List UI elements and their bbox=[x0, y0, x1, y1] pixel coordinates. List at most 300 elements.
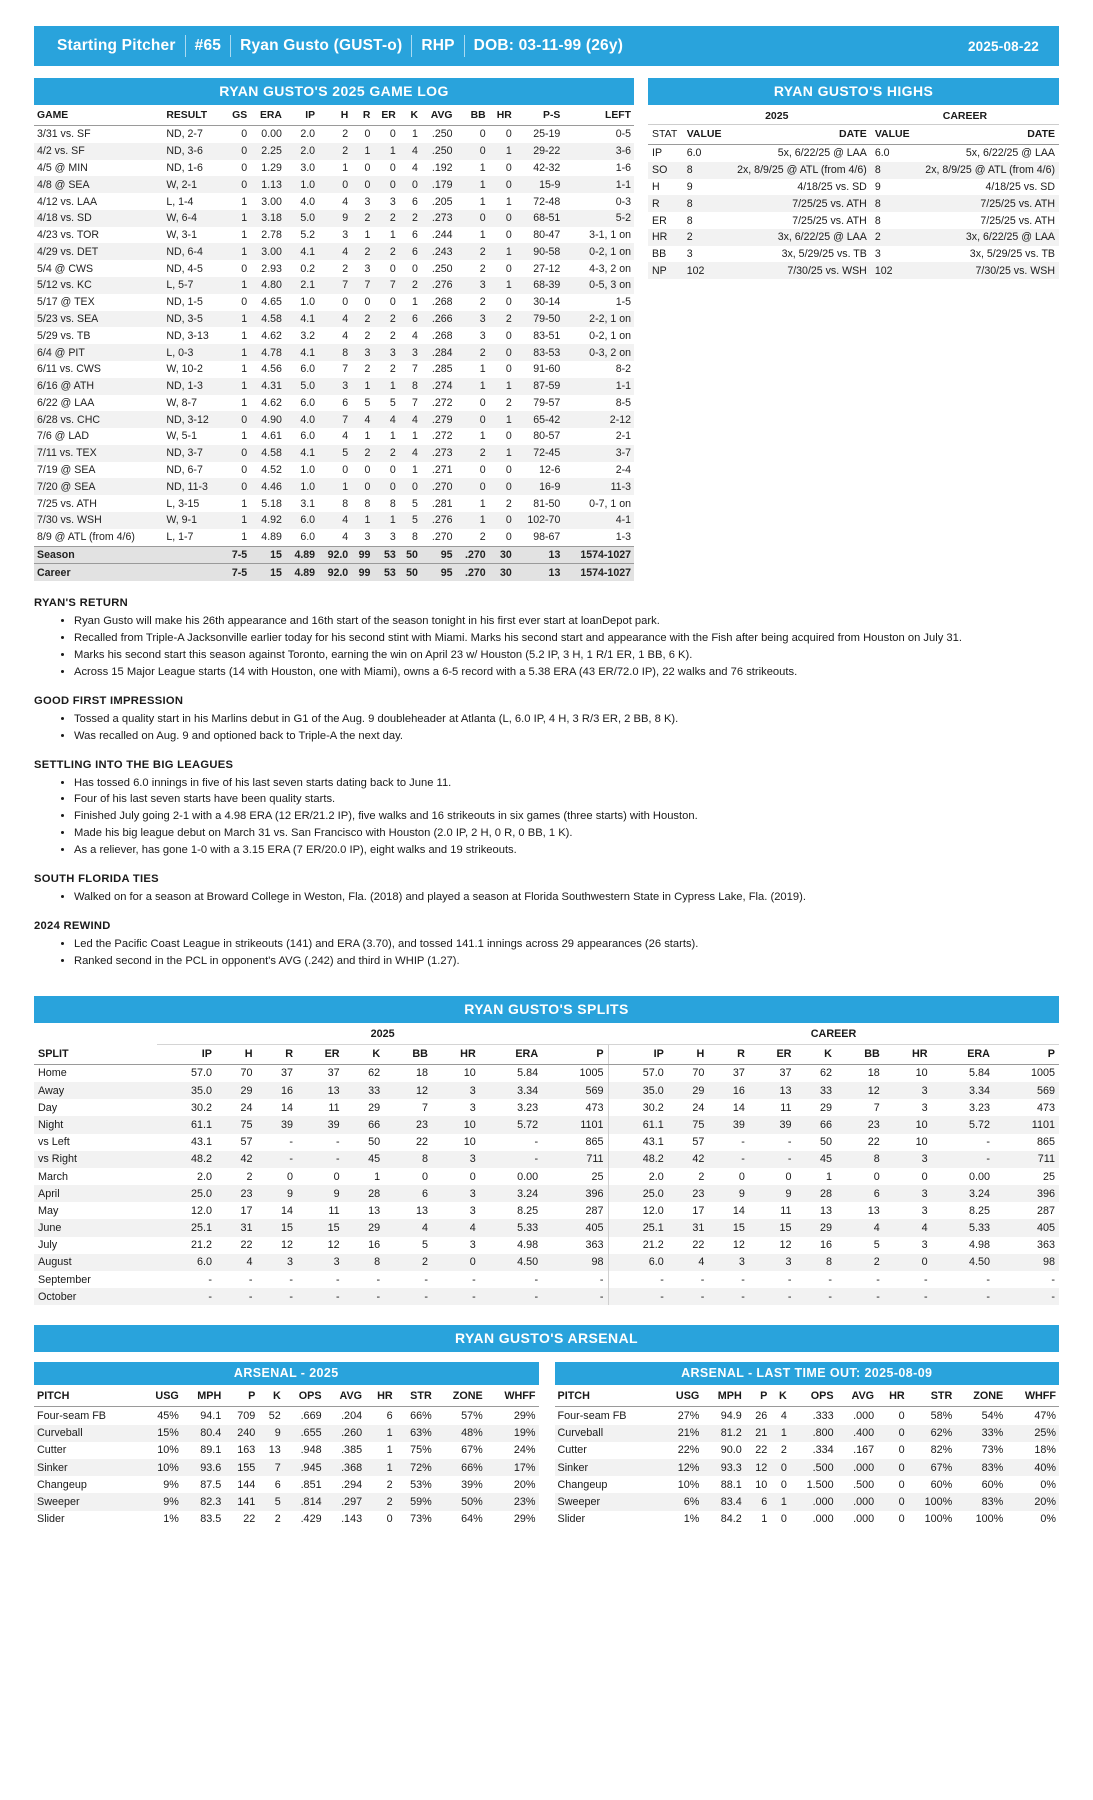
highs-cell: 5x, 6/22/25 @ LAA bbox=[777, 147, 867, 160]
arsenal-cell: 24% bbox=[513, 1444, 536, 1457]
arsenal-cell: 2 bbox=[780, 1444, 787, 1457]
game-log-cell: 0 bbox=[505, 531, 512, 544]
splits-cell: - bbox=[534, 1153, 539, 1166]
splits-cell: 61.1 bbox=[190, 1118, 212, 1131]
game-log-cell: 6 bbox=[412, 245, 418, 258]
game-log-cell: .244 bbox=[431, 229, 453, 242]
game-log-total-cell: 30 bbox=[489, 546, 515, 564]
highs-cell: 3x, 6/22/25 @ LAA bbox=[965, 231, 1055, 244]
game-log-cell: 0 bbox=[241, 480, 248, 493]
splits-cell: 14 bbox=[732, 1101, 745, 1114]
splits-cell: 16 bbox=[368, 1239, 381, 1252]
highs-cell: 8 bbox=[686, 164, 693, 177]
arsenal-col-str: STR bbox=[908, 1387, 956, 1407]
note-heading: 2024 REWIND bbox=[34, 919, 111, 932]
arsenal-cell: 100% bbox=[924, 1495, 953, 1508]
game-log-cell: 1 bbox=[505, 195, 512, 208]
game-log-cell: 1 bbox=[505, 145, 512, 158]
game-log-cell: 0-3 bbox=[615, 195, 631, 208]
highs-cell: 2x, 8/9/25 @ ATL (from 4/6) bbox=[925, 163, 1055, 176]
splits-cell: 21.2 bbox=[608, 1237, 668, 1254]
game-log-cell: 6/11 vs. CWS bbox=[37, 363, 101, 376]
game-log-total-row bbox=[34, 546, 634, 564]
splits-col-p-2025: P bbox=[542, 1044, 608, 1064]
game-log-cell: W, 6-4 bbox=[166, 212, 197, 225]
arsenal-cell: 2 bbox=[274, 1513, 281, 1526]
game-log-total-cell: 50 bbox=[399, 564, 421, 581]
highs-cell: 102 bbox=[686, 264, 705, 277]
game-log-cell: 1 bbox=[364, 514, 371, 527]
arsenal-cell: Slider bbox=[37, 1513, 65, 1526]
game-log-cell: 8 bbox=[412, 531, 418, 544]
game-log-total-cell: 15 bbox=[250, 546, 285, 564]
game-log-cell: 0 bbox=[412, 480, 418, 493]
splits-cell: - bbox=[472, 1273, 476, 1286]
game-log-cell: ND, 4-5 bbox=[166, 262, 203, 275]
splits-cell: - bbox=[534, 1290, 539, 1303]
game-log-cell: 0 bbox=[505, 329, 512, 342]
splits-cell: 8.25 bbox=[968, 1204, 990, 1217]
game-log-cell: 1 bbox=[241, 346, 248, 359]
splits-cell: 3.23 bbox=[968, 1101, 990, 1114]
game-log-cell: L, 5-7 bbox=[166, 279, 194, 292]
splits-cell: - bbox=[208, 1273, 212, 1286]
game-log-cell: 72-48 bbox=[533, 195, 561, 208]
game-log-section bbox=[34, 78, 634, 581]
game-log-cell: 1.0 bbox=[300, 464, 316, 477]
splits-cell: 363 bbox=[1036, 1239, 1055, 1252]
splits-col-era-career: ERA bbox=[932, 1044, 994, 1064]
splits-cell: 3.34 bbox=[968, 1084, 990, 1097]
game-log-cell: 0 bbox=[241, 296, 248, 309]
game-log-cell: 8 bbox=[342, 497, 349, 510]
arsenal-cell: .385 bbox=[341, 1444, 363, 1457]
arsenal-cell: 52 bbox=[268, 1410, 281, 1422]
game-log-total-cell: .270 bbox=[456, 546, 489, 564]
list-item: • Walked on for a season at Broward College in Weston, Fla. (2018) and played a season at Florida Southwestern State in Cypress Lake, Fla. (2019). bbox=[74, 890, 1059, 906]
splits-header-row bbox=[34, 1044, 1059, 1064]
table-row bbox=[34, 1407, 539, 1425]
game-log-cell: 3-1, 1 on bbox=[589, 229, 631, 242]
highs-cell: 8 bbox=[874, 164, 881, 177]
splits-cell: 57.0 bbox=[608, 1064, 668, 1082]
game-log-cell: 5 bbox=[389, 396, 396, 409]
game-log-cell: 2 bbox=[505, 497, 512, 510]
arsenal-col-avg: AVG bbox=[325, 1387, 366, 1407]
splits-cell: 13 bbox=[819, 1204, 832, 1217]
game-log-cell: 1 bbox=[389, 514, 396, 527]
arsenal-cell: 240 bbox=[237, 1427, 256, 1440]
arsenal-title: RYAN GUSTO'S ARSENAL bbox=[34, 1325, 1059, 1352]
splits-section bbox=[34, 996, 1059, 1306]
splits-cell: 0 bbox=[333, 1170, 340, 1183]
splits-cell: 473 bbox=[585, 1101, 604, 1114]
game-log-cell: 11-3 bbox=[610, 480, 631, 493]
game-log-cell: 6 bbox=[342, 396, 349, 409]
arsenal-cell: Sweeper bbox=[557, 1495, 601, 1508]
game-log-cell: 2 bbox=[505, 396, 512, 409]
game-log-cell: 3.00 bbox=[261, 245, 282, 258]
table-row bbox=[34, 1459, 539, 1476]
arsenal-cell: 1 bbox=[386, 1427, 393, 1440]
game-log-cell: 8 bbox=[412, 380, 418, 393]
splits-cell: 4.50 bbox=[968, 1256, 990, 1269]
top-section bbox=[34, 78, 1059, 581]
splits-cell: 2 bbox=[246, 1170, 253, 1183]
arsenal-cell: .167 bbox=[853, 1444, 875, 1457]
game-log-cell: 98-67 bbox=[533, 531, 561, 544]
game-log-total-cell: 53 bbox=[373, 546, 398, 564]
splits-cell: 29 bbox=[368, 1222, 381, 1235]
game-log-cell: 2-2, 1 on bbox=[589, 312, 631, 325]
table-row bbox=[34, 277, 634, 294]
game-log-total-cell: 1574-1027 bbox=[563, 564, 634, 581]
splits-cell: 25.1 bbox=[608, 1219, 668, 1236]
splits-cell: 0.00 bbox=[517, 1170, 539, 1183]
arsenal-cell: 66% bbox=[410, 1410, 432, 1422]
arsenal-cell: 15% bbox=[157, 1427, 179, 1440]
game-log-cell: 90-58 bbox=[533, 245, 561, 258]
game-log-cell: 0-3, 2 on bbox=[589, 346, 631, 359]
game-log-cell: 1 bbox=[389, 229, 396, 242]
arsenal-col-avg: AVG bbox=[837, 1387, 878, 1407]
splits-cell: - bbox=[741, 1273, 745, 1286]
game-log-total-cell: 7-5 bbox=[224, 546, 251, 564]
game-log-cell: 0 bbox=[505, 229, 512, 242]
splits-cell: 405 bbox=[585, 1222, 604, 1235]
game-log-cell: 4 bbox=[342, 531, 349, 544]
arsenal-cell: .000 bbox=[812, 1513, 834, 1526]
splits-cell: 4 bbox=[921, 1222, 928, 1235]
splits-label: Home bbox=[38, 1067, 67, 1080]
game-log-cell: 1 bbox=[364, 380, 371, 393]
arsenal-col-k: K bbox=[258, 1387, 284, 1407]
game-log-cell: 4.1 bbox=[300, 447, 316, 460]
game-log-cell: 5 bbox=[364, 396, 371, 409]
splits-cell: 50 bbox=[819, 1136, 832, 1149]
game-log-cell: 5.0 bbox=[300, 380, 316, 393]
splits-cell: 2.0 bbox=[608, 1168, 668, 1185]
arsenal-cell: 25% bbox=[1034, 1427, 1056, 1440]
arsenal-cell: .143 bbox=[341, 1513, 363, 1526]
splits-cell: - bbox=[336, 1136, 340, 1149]
game-log-cell: L, 0-3 bbox=[166, 346, 194, 359]
splits-cell: 9 bbox=[287, 1187, 294, 1200]
splits-cell: 287 bbox=[585, 1204, 604, 1217]
game-log-cell: 1 bbox=[412, 296, 418, 309]
game-log-total-cell: 92.0 bbox=[318, 546, 351, 564]
table-row bbox=[34, 1185, 1059, 1202]
game-log-cell: 2.78 bbox=[261, 229, 282, 242]
splits-cell: - bbox=[1051, 1290, 1055, 1303]
game-log-cell: ND, 11-3 bbox=[166, 480, 208, 493]
game-log-cell: 1 bbox=[342, 161, 349, 174]
game-log-header-row bbox=[34, 107, 634, 126]
game-log-cell: 79-50 bbox=[533, 312, 561, 325]
game-log-cell: 0 bbox=[505, 161, 512, 174]
col-game: GAME bbox=[34, 107, 163, 126]
game-log-cell: 80-57 bbox=[533, 430, 561, 443]
game-log-cell: 3.1 bbox=[300, 497, 316, 510]
arsenal-cell: 10% bbox=[157, 1461, 179, 1474]
splits-cell: 0 bbox=[738, 1170, 745, 1183]
arsenal-cell: 45% bbox=[157, 1410, 179, 1422]
splits-cell: - bbox=[700, 1273, 705, 1286]
game-log-cell: .271 bbox=[431, 464, 453, 477]
arsenal-cell: 62% bbox=[930, 1427, 953, 1440]
splits-cell: 3 bbox=[921, 1239, 928, 1252]
splits-cell: 29 bbox=[240, 1084, 253, 1097]
splits-cell: - bbox=[424, 1290, 428, 1303]
highs-cell: 3x, 6/22/25 @ LAA bbox=[777, 231, 867, 244]
game-log-cell: 1-6 bbox=[615, 161, 631, 174]
arsenal-cell: 0 bbox=[898, 1513, 905, 1526]
splits-cell: 23 bbox=[692, 1187, 705, 1200]
game-log-total-cell: Season bbox=[34, 546, 163, 564]
arsenal-cell: 93.3 bbox=[720, 1461, 742, 1474]
game-log-cell: 1 bbox=[342, 480, 349, 493]
game-log-cell: 1 bbox=[241, 380, 248, 393]
game-log-cell: 4.52 bbox=[261, 464, 282, 477]
table-row bbox=[555, 1459, 1060, 1476]
game-log-cell: 0 bbox=[389, 161, 396, 174]
splits-cell: 75 bbox=[692, 1118, 705, 1131]
game-log-cell: 4.1 bbox=[300, 245, 316, 258]
splits-cell: 12 bbox=[415, 1084, 428, 1097]
highs-section bbox=[648, 78, 1059, 581]
game-log-cell: 1 bbox=[412, 128, 418, 141]
game-log-cell: .273 bbox=[431, 212, 453, 225]
arsenal-cell: 6 bbox=[274, 1478, 281, 1491]
highs-col-date-2025: DATE bbox=[727, 125, 871, 145]
game-log-title: RYAN GUSTO'S 2025 GAME LOG bbox=[34, 78, 634, 105]
game-log-cell: ND, 3-12 bbox=[166, 413, 209, 426]
arsenal-cell: 141 bbox=[237, 1495, 256, 1508]
highs-cell: NP bbox=[652, 264, 667, 277]
list-item: • As a reliever, has gone 1-0 with a 3.15 ERA (7 ER/20.0 IP), eight walks and 19 strikeouts. bbox=[74, 843, 1059, 859]
splits-cell: 29 bbox=[819, 1101, 832, 1114]
game-log-cell: 4 bbox=[412, 329, 418, 342]
splits-cell: 8 bbox=[825, 1256, 832, 1269]
list-item: • Has tossed 6.0 innings in five of his last seven starts dating back to June 11. bbox=[74, 776, 1059, 792]
game-log-cell: 4.1 bbox=[300, 312, 316, 325]
splits-cell: - bbox=[986, 1136, 990, 1149]
splits-cell: 3 bbox=[921, 1187, 928, 1200]
splits-cell: - bbox=[924, 1290, 928, 1303]
arsenal-cell: 163 bbox=[237, 1444, 256, 1457]
arsenal-col-mph: MPH bbox=[702, 1387, 744, 1407]
splits-label: April bbox=[38, 1187, 60, 1200]
splits-cell: - bbox=[289, 1290, 294, 1303]
splits-cell: 37 bbox=[779, 1067, 792, 1080]
arsenal-2025 bbox=[34, 1362, 539, 1527]
game-log-cell: ND, 1-6 bbox=[166, 161, 203, 174]
arsenal-cell: 29% bbox=[513, 1513, 536, 1526]
list-item: • Ryan Gusto will make his 26th appearance and 16th start of the season tonight in his first ever start at loanDepot park. bbox=[74, 614, 1059, 630]
splits-cell: 569 bbox=[585, 1084, 604, 1097]
splits-col-split: SPLIT bbox=[34, 1044, 157, 1064]
splits-cell: 10 bbox=[463, 1136, 476, 1149]
game-log-cell: 1 bbox=[479, 195, 486, 208]
splits-cell: 39 bbox=[281, 1118, 294, 1131]
game-log-cell: 79-57 bbox=[533, 396, 561, 409]
game-log-cell: .270 bbox=[431, 480, 453, 493]
splits-cell: 28 bbox=[368, 1187, 381, 1200]
game-log-cell: 7 bbox=[389, 279, 396, 292]
arsenal-2025-body bbox=[34, 1407, 539, 1528]
game-log-cell: 1-1 bbox=[615, 178, 631, 191]
arsenal-cell: 2 bbox=[386, 1495, 393, 1508]
game-log-cell: 0 bbox=[479, 413, 486, 426]
note-heading: SETTLING INTO THE BIG LEAGUES bbox=[34, 758, 234, 771]
arsenal-cell: 100% bbox=[975, 1513, 1004, 1526]
note-heading: RYAN'S RETURN bbox=[34, 597, 128, 610]
note-heading: SOUTH FLORIDA TIES bbox=[34, 873, 159, 886]
note-list bbox=[60, 776, 1059, 860]
table-row bbox=[34, 378, 634, 395]
splits-cell: 7 bbox=[873, 1101, 880, 1114]
col-k: K bbox=[399, 107, 421, 126]
highs-group-blank bbox=[648, 107, 683, 125]
splits-group-2025: 2025 bbox=[157, 1025, 608, 1045]
highs-cell: 5x, 6/22/25 @ LAA bbox=[965, 147, 1055, 160]
highs-cell: 8 bbox=[686, 214, 693, 227]
arsenal-cell: 9 bbox=[274, 1427, 281, 1440]
arsenal-cell: .851 bbox=[300, 1478, 322, 1491]
game-log-cell: 2 bbox=[364, 245, 371, 258]
arsenal-cell: 90.0 bbox=[720, 1444, 742, 1457]
arsenal-cell: 1% bbox=[163, 1513, 179, 1526]
splits-cell: 4 bbox=[873, 1222, 880, 1235]
splits-cell: 45 bbox=[819, 1153, 832, 1166]
table-row bbox=[648, 195, 1059, 212]
arsenal-cell: 5 bbox=[274, 1495, 281, 1508]
splits-label: vs Left bbox=[38, 1136, 70, 1149]
highs-cell: H bbox=[652, 180, 660, 193]
arsenal-cell: .000 bbox=[853, 1513, 875, 1526]
splits-cell: 711 bbox=[1037, 1153, 1055, 1166]
splits-cell: 45 bbox=[368, 1153, 381, 1166]
table-row bbox=[34, 1493, 539, 1510]
game-log-cell: 1 bbox=[479, 161, 486, 174]
arsenal-cell: 75% bbox=[410, 1444, 432, 1457]
player-name: Ryan Gusto (GUST-o) bbox=[240, 37, 403, 54]
game-log-cell: 5.18 bbox=[261, 497, 282, 510]
game-log-cell: 1 bbox=[241, 531, 248, 544]
splits-cell: 33 bbox=[819, 1084, 832, 1097]
splits-cell: 9 bbox=[738, 1187, 745, 1200]
splits-cell: 14 bbox=[732, 1204, 745, 1217]
splits-table bbox=[34, 1025, 1059, 1306]
game-log-cell: 0 bbox=[505, 262, 512, 275]
highs-cell: 8 bbox=[874, 214, 881, 227]
game-log-cell: W, 2-1 bbox=[166, 178, 197, 191]
col-er: ER bbox=[373, 107, 398, 126]
splits-cell: 8 bbox=[374, 1256, 381, 1269]
highs-cell: 9 bbox=[686, 180, 693, 193]
game-log-cell: 2 bbox=[479, 245, 486, 258]
splits-cell: 3 bbox=[287, 1256, 294, 1269]
splits-cell: 5.33 bbox=[968, 1222, 990, 1235]
game-log-cell: 0 bbox=[505, 480, 512, 493]
game-log-cell: 4/18 vs. SD bbox=[37, 212, 92, 225]
game-log-cell: 4.61 bbox=[261, 430, 282, 443]
splits-cell: 62 bbox=[368, 1067, 381, 1080]
splits-cell: 98 bbox=[1042, 1256, 1055, 1269]
arsenal-cell: 67% bbox=[930, 1461, 953, 1474]
arsenal-cell: 47% bbox=[1034, 1410, 1056, 1422]
arsenal-cell: .368 bbox=[341, 1461, 363, 1474]
arsenal-cell: 0 bbox=[780, 1478, 787, 1491]
game-log-cell: 1 bbox=[479, 514, 486, 527]
game-log-cell: 4.80 bbox=[261, 279, 282, 292]
splits-cell: 8 bbox=[421, 1153, 428, 1166]
splits-cell: 6.0 bbox=[196, 1256, 212, 1269]
game-log-cell: 4.90 bbox=[261, 413, 282, 426]
arsenal-cell: .500 bbox=[812, 1461, 834, 1474]
arsenal-col-whff: WHFF bbox=[1006, 1387, 1059, 1407]
game-log-cell: 0 bbox=[479, 128, 486, 141]
arsenal-cell: Curveball bbox=[557, 1427, 604, 1440]
splits-cell: - bbox=[986, 1153, 990, 1166]
arsenal-cell: 83.5 bbox=[200, 1513, 222, 1526]
game-log-cell: .266 bbox=[431, 312, 453, 325]
splits-cell: 2 bbox=[873, 1256, 880, 1269]
table-row bbox=[34, 1219, 1059, 1236]
splits-label: vs Right bbox=[38, 1153, 78, 1166]
splits-cell: 3.34 bbox=[517, 1084, 539, 1097]
arsenal-2025-table bbox=[34, 1387, 539, 1527]
arsenal-cell: 63% bbox=[410, 1427, 432, 1440]
game-log-cell: 1 bbox=[479, 229, 486, 242]
game-log-cell: 3 bbox=[364, 195, 371, 208]
splits-cell: - bbox=[741, 1136, 745, 1149]
arsenal-cell: .297 bbox=[341, 1495, 363, 1508]
arsenal-cell: Sinker bbox=[557, 1461, 589, 1474]
table-row bbox=[34, 227, 634, 244]
table-row bbox=[34, 411, 634, 428]
splits-cell: 3 bbox=[469, 1239, 476, 1252]
highs-cell: 7/30/25 vs. WSH bbox=[787, 264, 867, 277]
game-log-cell: 1 bbox=[412, 430, 418, 443]
splits-cell: - bbox=[248, 1273, 253, 1286]
game-log-cell: 29-22 bbox=[533, 145, 561, 158]
game-log-cell: 8-2 bbox=[615, 363, 631, 376]
arsenal-cell: .669 bbox=[300, 1410, 322, 1422]
highs-col-date-career: DATE bbox=[915, 125, 1059, 145]
game-log-cell: 5.2 bbox=[300, 229, 316, 242]
game-log-cell: 1 bbox=[241, 329, 248, 342]
arsenal-cell: .294 bbox=[341, 1478, 363, 1491]
splits-cell: 5 bbox=[873, 1239, 880, 1252]
table-row bbox=[34, 193, 634, 210]
game-log-cell: 0 bbox=[241, 262, 248, 275]
game-log-cell: 2 bbox=[364, 447, 371, 460]
game-log-cell: 3.18 bbox=[261, 212, 282, 225]
game-log-cell: 0 bbox=[505, 363, 512, 376]
game-log-total-cell: Career bbox=[34, 564, 163, 581]
highs-cell: R bbox=[652, 197, 660, 210]
game-log-cell: 2.0 bbox=[300, 128, 316, 141]
player-header bbox=[34, 26, 1059, 66]
game-log-cell: W, 9-1 bbox=[166, 514, 197, 527]
splits-cell: 39 bbox=[732, 1118, 745, 1131]
highs-cell: 102 bbox=[874, 264, 893, 277]
arsenal-cell: 94.1 bbox=[200, 1410, 222, 1422]
splits-cell: - bbox=[534, 1273, 539, 1286]
game-log-cell: 4.62 bbox=[261, 329, 282, 342]
game-log-cell: 3 bbox=[364, 262, 371, 275]
